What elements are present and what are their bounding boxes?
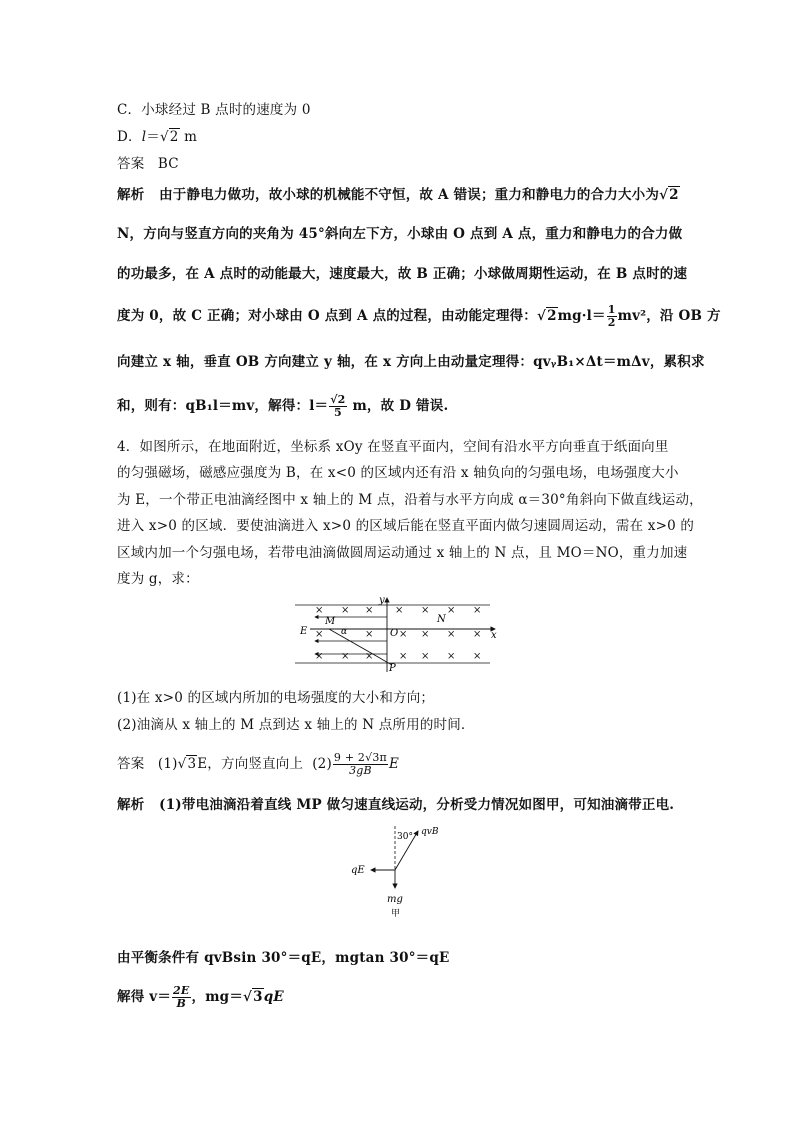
- svg-text:×: ×: [315, 629, 324, 640]
- svg-text:×: ×: [341, 605, 350, 616]
- svg-text:×: ×: [365, 629, 374, 640]
- analysis-line-5: 向建立 x 轴，垂直 OB 方向建立 y 轴，在 x 方向上由动量定理得：qvᵧB₁×Δt＝mΔv，累积求: [117, 354, 705, 370]
- field-diagram: [295, 596, 505, 674]
- analysis-line-2: N，方向与竖直方向的夹角为 45°斜向左下方，小球由 O 点到 A 点，重力和静电力的合力做: [117, 226, 683, 242]
- option-d-var: l: [141, 129, 147, 145]
- fraction: $\frac{9 + 2√3\pi}{3gB}$: [333, 751, 387, 777]
- analysis-line-1: 解析 由于静电力做功，故小球的机械能不守恒，故 A 错误；重力和静电力的合力大小为√2: [117, 187, 679, 203]
- qvb-label: qvB: [421, 827, 439, 837]
- q4-line-6: 度为 g，求：: [117, 571, 199, 587]
- q4-sub-1: (1)在 x>0 的区域内所加的电场强度的大小和方向；: [117, 690, 435, 706]
- label-n: N: [437, 614, 446, 625]
- mg-label: mg: [387, 894, 403, 905]
- analysis-label: 解析: [117, 187, 145, 203]
- answer-label: 答案: [117, 156, 145, 172]
- solve-line: 解得 v＝ $\frac{2E}{B}$ ，mg＝√3qE: [117, 984, 284, 1010]
- svg-text:×: ×: [399, 629, 408, 640]
- option-d: [117, 125, 197, 145]
- option-d-eq: ＝: [146, 129, 160, 145]
- svg-text:×: ×: [341, 651, 350, 662]
- option-c: C．小球经过 B 点时的速度为 0: [117, 102, 311, 118]
- label-x: x: [491, 630, 497, 641]
- svg-text:×: ×: [399, 651, 408, 662]
- analysis2-line: 解析 (1)带电油滴沿着直线 MP 做匀速直线运动，分析受力情况如图甲，可知油滴带正电.: [117, 797, 675, 813]
- figure-caption: 甲: [391, 909, 401, 919]
- label-o: O: [390, 628, 399, 639]
- svg-text:×: ×: [365, 651, 374, 662]
- analysis-line-4: 度为 0，故 C 正确；对小球由 O 点到 A 点的过程，由动能定理得：√2mg·l＝ $\frac{1}{2}$ mv²，沿 OB 方: [117, 303, 721, 329]
- label-m: M: [325, 616, 336, 627]
- sqrt-symbol: √2: [659, 187, 679, 203]
- answer-value: BC: [157, 156, 179, 172]
- svg-text:×: ×: [447, 651, 456, 662]
- label-alpha: α: [341, 627, 348, 637]
- qe-label: qE: [351, 865, 365, 876]
- q4-line-5: 区域内加一个匀强电场，若带电油滴做圆周运动通过 x 轴上的 N 点，且 MO＝NO，重力加速: [117, 545, 688, 561]
- label-e: E: [300, 626, 308, 637]
- q4-line-2: 的匀强磁场，磁感应强度为 B，在 x<0 的区域内还有沿 x 轴负向的匀强电场，电场强度大小: [117, 465, 679, 481]
- q4-line-4: 进入 x>0 的区域．要使油滴进入 x>0 的区域后能在竖直平面内做匀速圆周运动，需在 x>0 的: [117, 518, 695, 534]
- svg-text:×: ×: [315, 605, 324, 616]
- q4-line-1: 4．如图所示，在地面附近，坐标系 xOy 在竖直平面内，空间有沿水平方向垂直于纸面向里: [117, 439, 669, 455]
- svg-text:×: ×: [421, 629, 430, 640]
- svg-text:×: ×: [447, 605, 456, 616]
- label-y: y: [379, 596, 385, 606]
- angle-label: 30°: [397, 832, 413, 842]
- svg-text:×: ×: [395, 605, 404, 616]
- balance-line: 由平衡条件有 qvBsin 30°＝qE，mgtan 30°＝qE: [117, 950, 450, 966]
- q4-line-3: 为 E，一个带正电油滴经图中 x 轴上的 M 点，沿着与水平方向成 α＝30°角斜向下做直线运动，: [117, 492, 703, 508]
- analysis-line-3: 的功最多，在 A 点时的动能最大，速度最大，故 B 正确；小球做周期性运动，在 B 点时的速: [117, 266, 688, 282]
- fraction: $\frac{√2}{5}$: [330, 393, 346, 419]
- svg-text:×: ×: [421, 651, 430, 662]
- svg-text:×: ×: [473, 651, 482, 662]
- fraction: $\frac{1}{2}$: [607, 303, 616, 329]
- trajectory-mp: [329, 629, 392, 665]
- answer-line: [117, 152, 179, 172]
- force-diagram: [345, 822, 455, 922]
- label-p: P: [389, 663, 396, 674]
- svg-text:×: ×: [447, 629, 456, 640]
- svg-text:×: ×: [365, 605, 374, 616]
- option-d-unit: m: [179, 129, 198, 145]
- svg-text:×: ×: [315, 651, 324, 662]
- q4-sub-2: (2)油滴从 x 轴上的 M 点到达 x 轴上的 N 点所用的时间．: [117, 717, 475, 733]
- svg-text:×: ×: [473, 605, 482, 616]
- analysis-line-6: 和，则有：qB₁l＝mv，解得：l＝ $\frac{√2}{5}$ m，故 D 错误.: [117, 393, 449, 419]
- svg-text:×: ×: [473, 629, 482, 640]
- svg-text:×: ×: [421, 605, 430, 616]
- fraction: $\frac{2E}{B}$: [173, 984, 190, 1010]
- sqrt-symbol: √3: [243, 989, 263, 1005]
- sqrt-symbol: √2: [159, 129, 179, 145]
- analysis2-label: 解析: [117, 797, 145, 813]
- sqrt-symbol: √2: [536, 308, 557, 324]
- sqrt-symbol: √3: [177, 756, 197, 772]
- option-d-prefix: D．: [117, 129, 142, 145]
- answer2-line: 答案 (1)√3E，方向竖直向上 (2) $\frac{9 + 2√3\pi}{3gB}$ E: [117, 751, 400, 777]
- answer2-label: 答案: [117, 756, 145, 772]
